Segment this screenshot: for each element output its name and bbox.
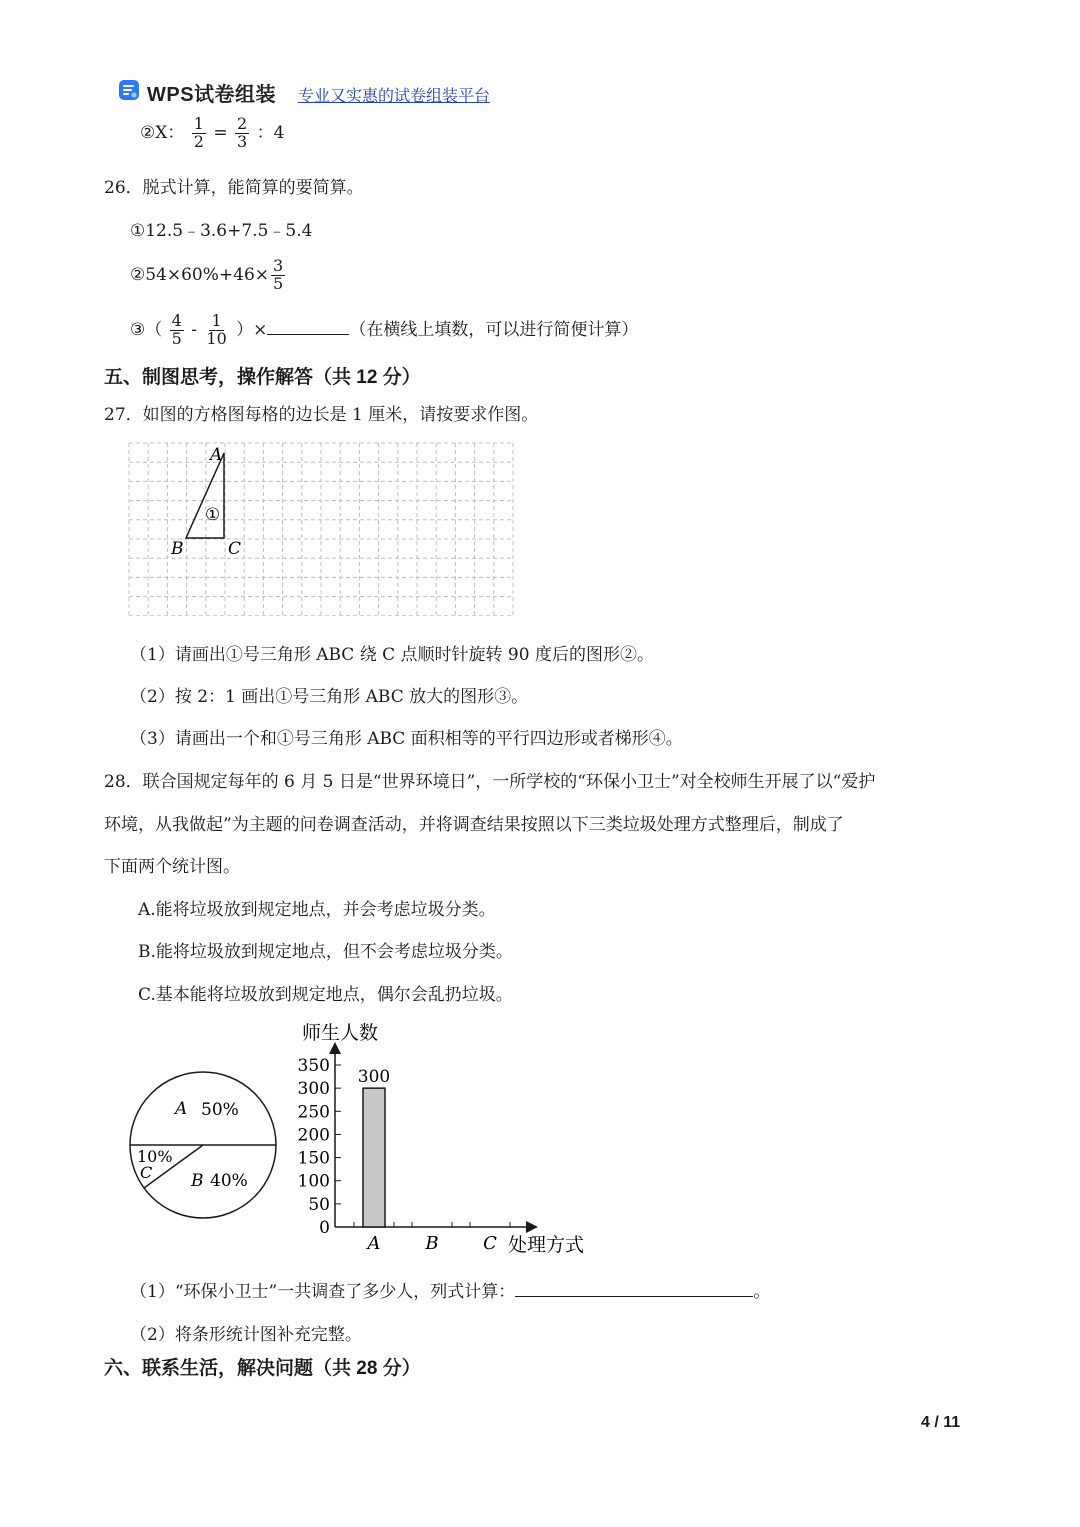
pie-chart: [126, 1068, 280, 1222]
q26-item2: ②54×60%+46× $\frac{3}{5}$: [130, 256, 284, 293]
bar-xlabel: 处理方式: [508, 1234, 585, 1256]
wps-logo-icon: [118, 79, 140, 101]
q25-frac2: $\frac{2}{3}$: [237, 114, 248, 151]
pie-pct-c: 10%: [137, 1147, 173, 1166]
y-tick-label: 250: [297, 1102, 330, 1123]
q25-equals: =: [213, 122, 228, 143]
q27-title: 27．如图的方格图每格的边长是 1 厘米，请按要求作图。: [104, 405, 539, 425]
bar-data-label-a: 300: [357, 1067, 391, 1088]
q25-suffix: ：4: [256, 122, 285, 143]
q28-option-c: C.基本能将垃圾放到规定地点，偶尔会乱扔垃圾。: [138, 985, 513, 1005]
pie-label-c: C: [140, 1163, 153, 1182]
q28-line2: 环境，从我做起”为主题的问卷调查活动，并将调查结果按照以下三类垃圾处理方式整理后，制成了: [104, 815, 844, 835]
section6-title: 六、联系生活，解决问题（共 28 分）: [104, 1358, 421, 1379]
section5-title: 五、制图思考，操作解答（共 12 分）: [104, 367, 421, 388]
y-tick-label: 350: [297, 1056, 330, 1076]
label-shape-1: ①: [205, 505, 221, 525]
q27-sub2: （2）按 2：1 画出①号三角形 ABC 放大的图形③。: [130, 687, 529, 707]
y-tick-label: 300: [297, 1079, 330, 1100]
logo-text: WPS试卷组装: [147, 84, 277, 106]
triangle-abc: [186, 453, 224, 538]
q27-sub1: （1）请画出①号三角形 ABC 绕 C 点顺时针旋转 90 度后的图形②。: [130, 645, 654, 665]
q27-sub3: （3）请画出一个和①号三角形 ABC 面积相等的平行四边形或者梯形④。: [130, 729, 683, 749]
q26-item1: ①12.5﹣3.6+7.5﹣5.4: [130, 221, 313, 241]
x-tick-label-c: C: [483, 1233, 497, 1254]
y-tick-label: 100: [297, 1171, 330, 1192]
pie-label-b: B: [191, 1171, 204, 1191]
pie-label-a: A: [175, 1099, 188, 1119]
pie-pct-a: 50%: [201, 1100, 239, 1120]
q28-answer-blank[interactable]: [515, 1296, 753, 1297]
page-number: 4 / 11: [921, 1414, 961, 1431]
y-tick-label: 0: [319, 1218, 330, 1238]
bar-a: [363, 1088, 385, 1227]
bar-ylabel: 师生人数: [302, 1022, 379, 1044]
q28-option-b: B.能将垃圾放到规定地点，但不会考虑垃圾分类。: [138, 942, 513, 962]
q26-answer-blank[interactable]: [267, 334, 349, 335]
pie-pct-b: 40%: [210, 1171, 248, 1191]
label-b: B: [171, 539, 184, 559]
y-tick-label: 150: [297, 1148, 330, 1169]
q26-item3: ③（ $\frac{4}{5}$ - $\frac{1}{10}$ ）× （在横线上填数，可以进行简便计算）: [130, 311, 639, 348]
y-tick-label: 50: [308, 1194, 330, 1215]
y-tick-label: 200: [297, 1125, 330, 1146]
q26-title: 26．脱式计算，能简算的要简算。: [104, 178, 364, 198]
q25-prefix: ②X：: [140, 122, 185, 143]
x-tick-label-b: B: [425, 1233, 439, 1254]
label-c: C: [228, 539, 242, 559]
x-tick-label-a: A: [367, 1233, 381, 1254]
q25-frac1: $\frac{1}{2}$: [193, 114, 204, 151]
q28-line3: 下面两个统计图。: [104, 857, 240, 877]
q28-line1: 28．联合国规定每年的 6 月 5 日是“世界环境日”，一所学校的“环保小卫士”对全校师生开展了以“爱护: [104, 772, 876, 792]
label-a: A: [210, 445, 223, 465]
q25-item2: [140, 116, 284, 151]
slogan-link[interactable]: 专业又实惠的试卷组装平台: [298, 88, 491, 105]
q28-option-a: A.能将垃圾放到规定地点，并会考虑垃圾分类。: [138, 900, 496, 920]
q28-sub1: （1）“环保小卫士”一共调查了多少人，列式计算： 。: [130, 1282, 771, 1302]
q28-sub2: （2）将条形统计图补充完整。: [130, 1325, 362, 1345]
q27-grid-figure: [128, 442, 518, 616]
bar-chart: [290, 1015, 610, 1260]
